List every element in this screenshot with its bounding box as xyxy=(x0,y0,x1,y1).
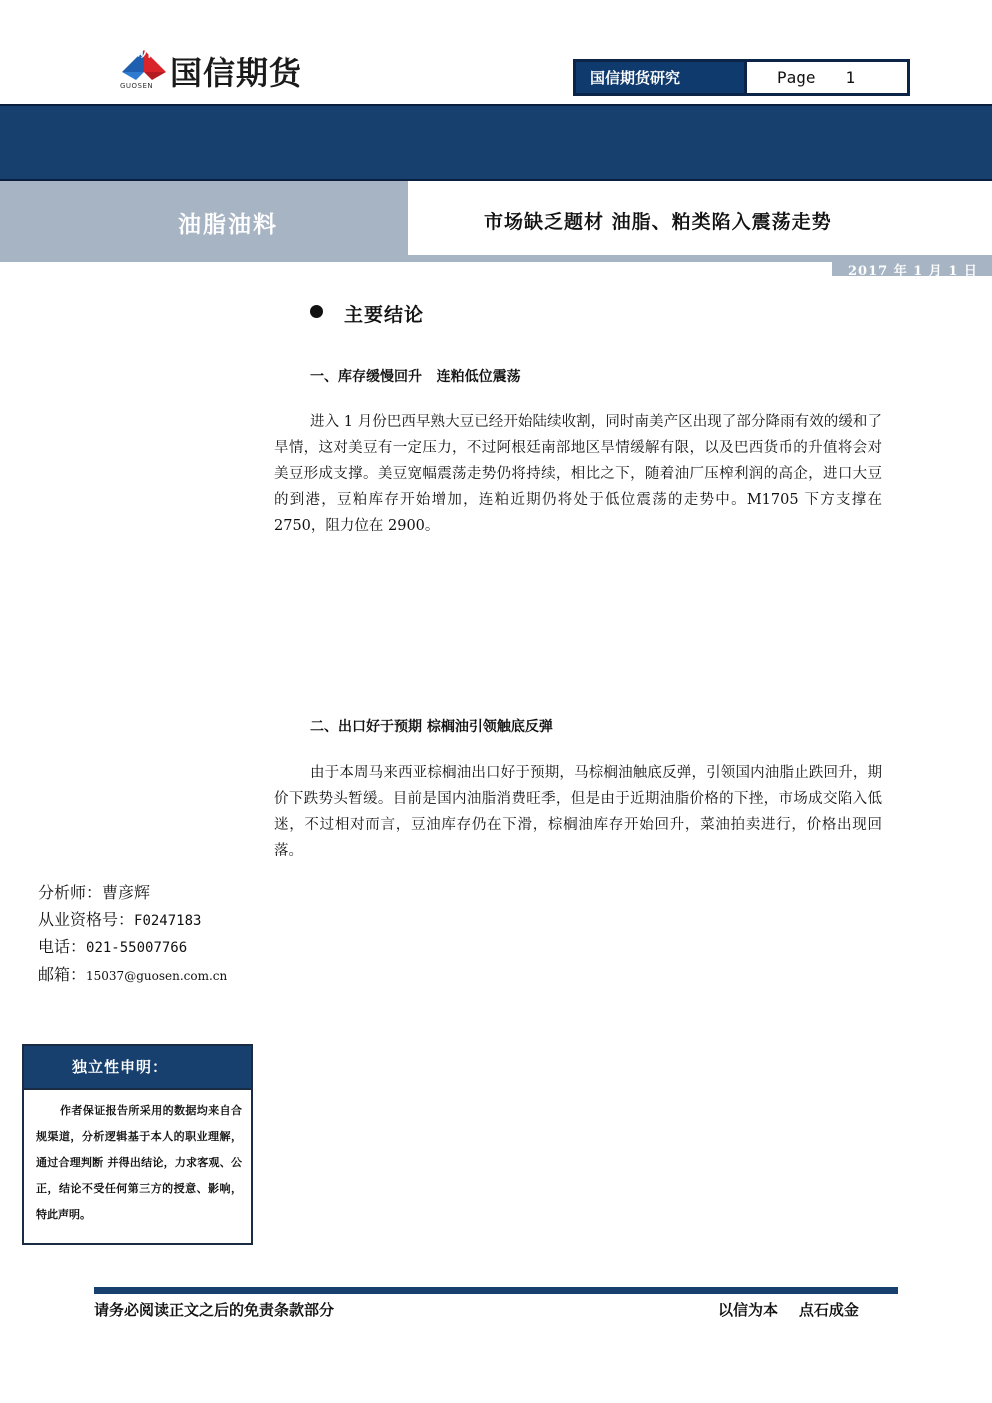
subsection-body: 进入 1 月份巴西早熟大豆已经开始陆续收割，同时南美产区出现了部分降雨有效的缓和了旱情，这对美豆有一定压力，不过阿根廷南部地区旱情缓解有限，以及巴西货币的升值将会对美豆形成支撑。美豆宽幅震荡走势仍将持续，相比之下，随着油厂压榨利润的高企，进口大豆的到港，豆粕库存开始增加，连粕近期仍将处于低位震荡的走势中。M1705 下方支撑在 2750，阻力位在 2900。 xyxy=(274,414,882,534)
category-label: 油脂油料 xyxy=(178,212,278,238)
phone-label: 电话： xyxy=(38,937,87,956)
phone-number: 021-55007766 xyxy=(86,940,188,956)
license-label: 从业资格号： xyxy=(38,909,135,929)
report-series-title: 国信期货研发部油脂油料周报 xyxy=(64,41,298,61)
research-label: 国信期货研究 xyxy=(576,62,744,93)
analyst-info xyxy=(38,880,227,989)
declaration-body: 作者保证报告所采用的数据均来自合规渠道，分析逻辑基于本人的职业理解，通过合理判断 并得出结论，力求客观、公正，结论不受任何第三方的授意、影响，特此声明。 xyxy=(36,1104,242,1221)
report-date: 2017 年 1 月 1 日 xyxy=(848,264,978,279)
divider-line xyxy=(0,255,992,262)
license-number: F0247183 xyxy=(134,912,202,929)
subsection-heading: 一、库存缓慢回升 连粕低位震荡 xyxy=(310,369,521,385)
footer-divider xyxy=(94,1287,898,1294)
logo-name: 国信期货 xyxy=(170,54,303,92)
analyst-label: 分析师： xyxy=(38,883,103,902)
bullet-icon xyxy=(310,305,323,318)
page-header-box xyxy=(573,59,910,96)
subsection-heading: 二、出口好于预期 棕榈油引领触底反弹 xyxy=(310,719,553,735)
section-title: 主要结论 xyxy=(344,304,425,326)
report-banner xyxy=(0,104,992,181)
subsection-body: 由于本周马来西亚棕榈油出口好于预期，马棕榈油触底反弹，引领国内油脂止跌回升，期价下跌势头暂缓。目前是国内油脂消费旺季，但是由于近期油脂价格的下挫，市场成交陷入低迷，不过相对而言，豆油库存仍在下滑，棕榈油库存开始回升，菜油拍卖进行，价格出现回落。 xyxy=(274,765,882,859)
declaration-title: 独立性申明： xyxy=(72,1058,169,1076)
page-number: 1 xyxy=(845,68,856,87)
page-label: Page xyxy=(777,68,816,87)
footer-slogan: 以信为本 点石成金 xyxy=(718,1301,859,1319)
disclaimer-notice: 请务必阅读正文之后的免责条款部分 xyxy=(94,1301,335,1319)
logo-subtitle: GUOSEN xyxy=(120,82,154,90)
page-indicator xyxy=(744,62,907,93)
report-headline: 市场缺乏题材 油脂、粕类陷入震荡走势 xyxy=(484,211,832,233)
independence-declaration xyxy=(22,1044,253,1245)
email-address[interactable]: 15037@guosen.com.cn xyxy=(86,968,228,983)
analyst-name: 曹彦辉 xyxy=(102,883,151,902)
email-label: 邮箱： xyxy=(38,964,87,984)
